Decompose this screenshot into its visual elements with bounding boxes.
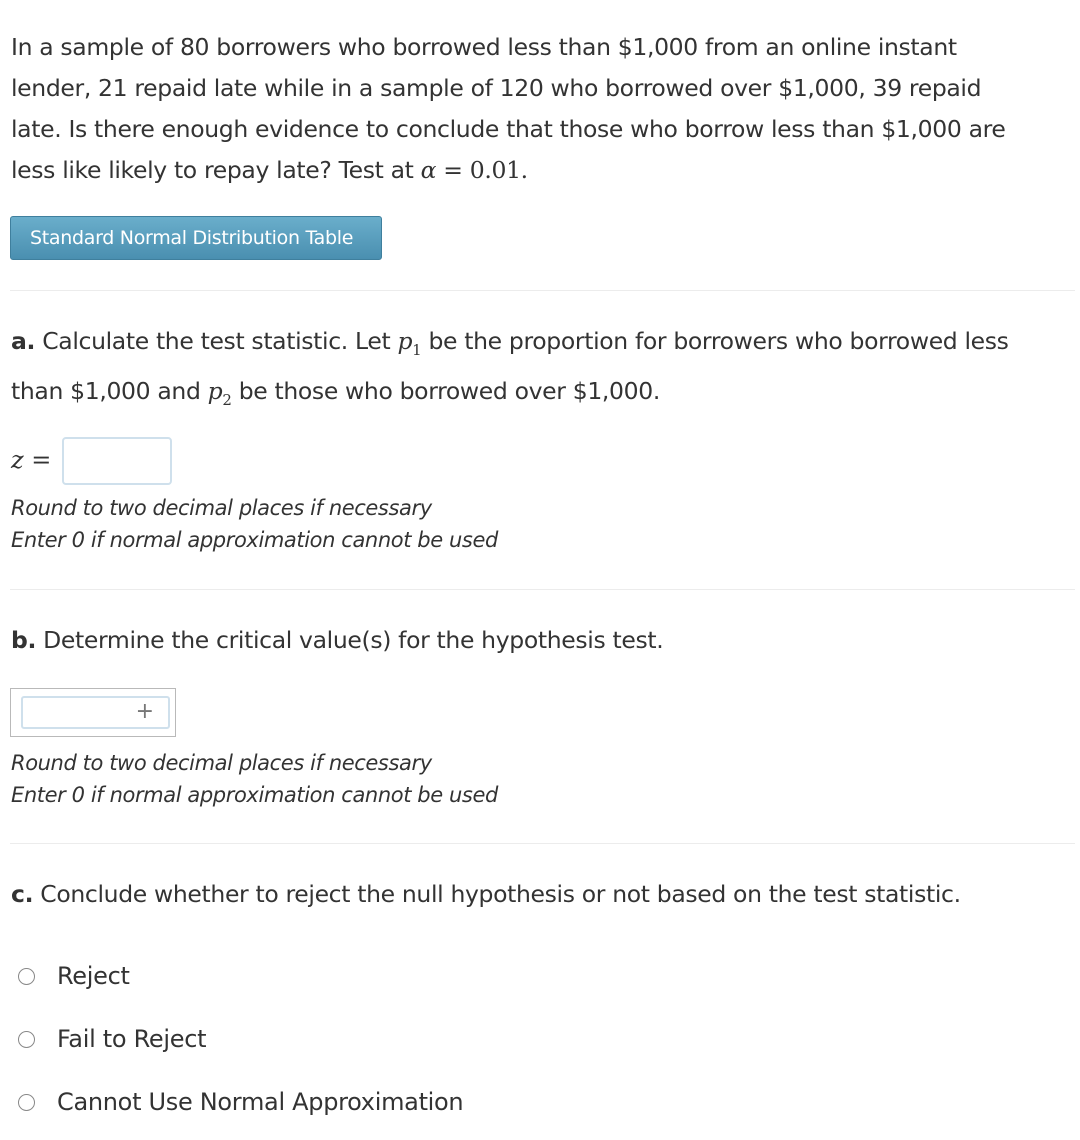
alpha-value: = 0.01. xyxy=(443,156,528,184)
radio-reject[interactable] xyxy=(18,968,35,985)
z-label xyxy=(11,446,51,474)
add-value-icon[interactable]: + xyxy=(135,699,154,724)
part-b-hints xyxy=(11,747,498,811)
alpha-expression xyxy=(421,156,528,184)
part-a-text-1: Calculate the test statistic. Let xyxy=(35,327,391,355)
part-b-line xyxy=(11,620,663,661)
part-a-text-4: be those who borrowed over $1,000. xyxy=(231,377,660,405)
alpha-symbol: α xyxy=(420,156,437,184)
divider xyxy=(10,290,1075,291)
part-a-text-3: than $1,000 and xyxy=(11,377,201,405)
part-a-letter: a. xyxy=(11,327,36,355)
question-line-2: lender, 21 repaid late while in a sample of 120 who borrowed over $1,000, 39 repaid xyxy=(11,74,982,102)
part-a-hints xyxy=(11,492,498,556)
part-c-letter: c. xyxy=(11,880,34,908)
option-reject[interactable] xyxy=(18,959,130,993)
radio-fail-to-reject[interactable] xyxy=(18,1031,35,1048)
question-line-1: In a sample of 80 borrowers who borrowed less than $1,000 from an online instant xyxy=(11,33,957,61)
p2-symbol xyxy=(207,377,232,409)
part-a-line-1 xyxy=(11,321,1009,371)
critical-value-input[interactable] xyxy=(21,696,170,729)
option-fail-to-reject[interactable] xyxy=(18,1022,206,1056)
p1-letter: p xyxy=(397,327,413,355)
part-b-text: Determine the critical value(s) for the hypothesis test. xyxy=(36,626,664,654)
question-text xyxy=(11,27,1073,191)
p1-symbol xyxy=(397,327,422,359)
part-a-hint-zero: Enter 0 if normal approximation cannot be used xyxy=(11,528,498,552)
option-reject-label: Reject xyxy=(57,962,130,990)
z-equals: = xyxy=(31,446,52,474)
part-c-prompt xyxy=(11,874,961,915)
critical-values-container xyxy=(10,688,176,737)
p2-letter: p xyxy=(207,377,223,405)
part-a-prompt xyxy=(11,321,1009,421)
part-a-line-2 xyxy=(11,371,1009,421)
option-fail-to-reject-label: Fail to Reject xyxy=(57,1025,207,1053)
z-variable: z xyxy=(11,446,24,474)
part-c-line xyxy=(11,874,961,915)
question-line-4-text: less like likely to repay late? Test at xyxy=(11,156,414,184)
standard-normal-table-button[interactable]: Standard Normal Distribution Table xyxy=(10,216,382,260)
p2-subscript: 2 xyxy=(222,391,232,409)
part-c-text: Conclude whether to reject the null hypothesis or not based on the test statistic. xyxy=(33,880,961,908)
divider xyxy=(10,589,1075,590)
radio-cannot-use-normal[interactable] xyxy=(18,1094,35,1111)
p1-subscript: 1 xyxy=(412,341,422,359)
question-line-3: late. Is there enough evidence to conclude that those who borrow less than $1,000 are xyxy=(11,115,1006,143)
question-line-4 xyxy=(11,150,1073,191)
divider xyxy=(10,843,1075,844)
option-cannot-use-normal-label: Cannot Use Normal Approximation xyxy=(57,1088,464,1116)
z-statistic-input[interactable] xyxy=(62,437,172,485)
part-b-prompt xyxy=(11,620,663,661)
part-a-hint-round: Round to two decimal places if necessary xyxy=(11,496,432,520)
part-b-letter: b. xyxy=(11,626,37,654)
part-a-text-2: be the proportion for borrowers who borrowed less xyxy=(421,327,1009,355)
part-b-hint-round: Round to two decimal places if necessary xyxy=(11,751,432,775)
option-cannot-use-normal[interactable] xyxy=(18,1085,463,1119)
part-b-hint-zero: Enter 0 if normal approximation cannot be used xyxy=(11,783,498,807)
